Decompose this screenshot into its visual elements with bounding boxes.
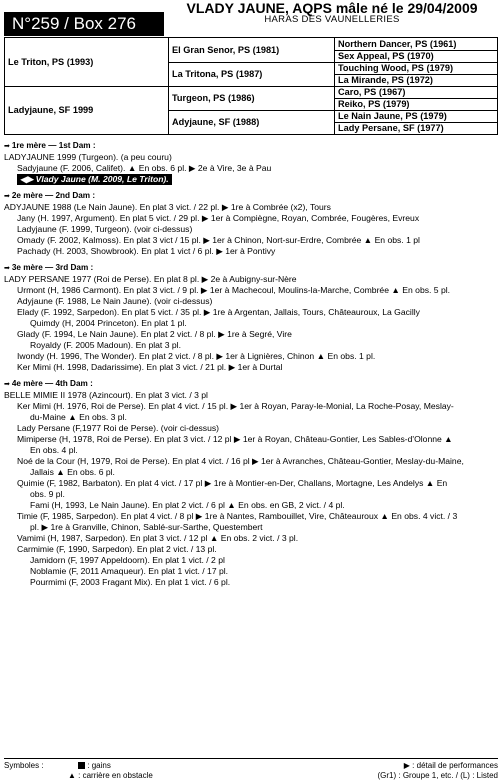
arrow-right-icon: ➡ [4, 193, 12, 200]
section-title: 2e mère — 2nd Dam : [11, 191, 96, 200]
family-line [4, 555, 498, 566]
family-line [4, 362, 498, 373]
family-line-text: Urmont (H, 1986 Carmont). En plat 3 vict. / 9 pl. ▶ 1er à Machecoul, Moulins-la-Marche, Combrée ▲ En obs. 5 pl. [17, 285, 451, 295]
family-line-text: Adyjaune (F. 1988, Le Nain Jaune). (voir ci-dessus) [17, 296, 213, 306]
symbols-label: Symboles : [4, 761, 44, 770]
family-line-text: Jallais ▲ En obs. 6 pl. [30, 467, 115, 477]
section-title: 4e mère — 4th Dam : [11, 379, 93, 388]
gains-icon [78, 762, 85, 769]
performance-legend: ▶ : détail de performances [403, 761, 498, 770]
family-line-text: Noblamie (F, 2011 Amaqueur). En plat 1 vict. / 17 pl. [30, 566, 229, 576]
ggp-8: Lady Persane, SF (1977) [335, 123, 498, 135]
family-line-text: Sadyjaune (F. 2006, Califet). ▲ En obs. 6 pl. ▶ 2e à Vire, 3e à Pau [17, 163, 272, 173]
family-line-text: du-Maine ▲ En obs. 3 pl. [30, 412, 127, 422]
family-line-text: Vamimi (H, 1987, Sarpedon). En plat 3 vict. / 12 pl ▲ En obs. 2 vict. / 3 pl. [17, 533, 299, 543]
family-line-text: Ladyjaune (F. 1999, Turgeon). (voir ci-dessus) [17, 224, 193, 234]
groups-legend: (Gr1) : Groupe 1, etc. / (L) : Listed [377, 771, 498, 780]
family-line [4, 285, 498, 296]
family-line [4, 511, 498, 522]
family-line-text: obs. 9 pl. [30, 489, 65, 499]
maternal-granddam: Adyjaune, SF (1988) [169, 111, 335, 135]
family-line-text: Lady Persane (F,1977 Roi de Perse). (voir ci-dessus) [17, 423, 220, 433]
family-line-text: Jany (H. 1997, Argument). En plat 5 vict. / 29 pl. ▶ 1er à Compiègne, Royan, Combrée, Fougères, Evreux [17, 213, 420, 223]
family-line [4, 445, 498, 456]
section-title: 3e mère — 3rd Dam : [11, 263, 94, 272]
family-line [4, 434, 498, 445]
family-line-text: Timie (F, 1985, Sarpedon). En plat 4 vict. / 8 pl ▶ 1re à Nantes, Rambouillet, Vire, Châteauroux ▲ En obs. 4 vict. / 3 [17, 511, 458, 521]
family-line-text: pl. ▶ 1re à Granville, Chinon, Sablé-sur-Sarthe, Questembert [30, 522, 263, 532]
gains-legend: : gains [87, 761, 111, 770]
ggp-5: Caro, PS (1967) [335, 87, 498, 99]
family-line-text: LADY PERSANE 1977 (Roi de Perse). En plat 8 pl. ▶ 2e à Aubigny-sur-Nère [4, 274, 297, 284]
family-line-text: Quimie (F, 1982, Barbaton). En plat 4 vict. / 17 pl ▶ 1re à Montier-en-Der, Challans, Mortagne, Les Andelys ▲ En [17, 478, 448, 488]
family-line [4, 274, 498, 285]
family-line [4, 390, 498, 401]
family-line [4, 522, 498, 533]
family-line [4, 246, 498, 257]
family-line-text: Mimiperse (H, 1978, Roi de Perse). En plat 3 vict. / 12 pl ▶ 1er à Royan, Château-Gontier, Les Sables-d'Olonne ▲ [17, 434, 453, 444]
family-line-text: Fami (H, 1993, Le Nain Jaune). En plat 2 vict. / 6 pl ▲ En obs. en GB, 2 vict. / 4 pl. [30, 500, 345, 510]
family-line-text: Pachady (H. 2003, Showbrook). En plat 1 vict / 6 pl. ▶ 1er à Pontivy [17, 246, 276, 256]
family-line [4, 467, 498, 478]
breeder-name: HARAS DES VAUNELLERIES [264, 14, 400, 25]
family-line-text: Elady (F. 1992, Sarpedon). En plat 5 vict. / 35 pl. ▶ 1re à Argentan, Jallais, Tours, Châteauroux, La Gacilly [17, 307, 420, 317]
family-line-text: Noé de la Cour (H, 1979, Roi de Perse). En plat 4 vict. / 16 pl ▶ 1er à Avranches, Château-Gontier, Meslay-du-Maine, [17, 456, 464, 466]
family-line-text: Ker Mimi (H. 1998, Dadarissime). En plat 3 vict. / 21 pl. ▶ 1er à Durtal [17, 362, 283, 372]
dam: Ladyjaune, SF 1999 [5, 87, 169, 135]
family-line-text: Quimdy (H, 2004 Princeton). En plat 1 pl. [30, 318, 187, 328]
lot-number: N°259 / Box 276 [12, 14, 136, 33]
arrow-right-icon: ➡ [4, 381, 12, 388]
family-line [4, 235, 498, 246]
family-line [4, 152, 498, 163]
family-line [4, 456, 498, 467]
paternal-grandsire: El Gran Senor, PS (1981) [169, 38, 335, 63]
subject-horse-highlight: ◀▶ Vlady Jaune (M. 2009, Le Triton). [17, 174, 172, 185]
ggp-4: La Mirande, PS (1972) [335, 75, 498, 87]
family-line [4, 577, 498, 588]
family-line [4, 329, 498, 340]
family-line-text: Pourmimi (F, 2003 Fragant Mix). En plat 1 vict. / 6 pl. [30, 577, 231, 587]
family-line [4, 412, 498, 423]
family-line [4, 489, 498, 500]
family-line [4, 163, 498, 174]
family-line [4, 296, 498, 307]
family-line-text: Omady (F. 2002, Kalmoss). En plat 3 vict / 15 pl. ▶ 1er à Chinon, Nort-sur-Erdre, Combrée ▲ En obs. 1 pl [17, 235, 420, 245]
family-line [4, 533, 498, 544]
family-line-text: Glady (F. 1994, Le Nain Jaune). En plat 2 vict. / 8 pl. ▶ 1re à Segré, Vire [17, 329, 292, 339]
family-line-text: Iwondy (H. 1996, The Wonder). En plat 2 vict. / 8 pl. ▶ 1er à Lignières, Chinon ▲ En obs. 1 pl. [17, 351, 376, 361]
family-line [4, 213, 498, 224]
arrow-right-icon: ➡ [4, 265, 12, 272]
family-line [4, 478, 498, 489]
family-sections [4, 140, 498, 593]
sire: Le Triton, PS (1993) [5, 38, 169, 87]
arrow-right-icon: ➡ [4, 143, 12, 150]
pedigree-table [4, 37, 498, 135]
ggp-7: Le Nain Jaune, PS (1979) [335, 111, 498, 123]
horse-title: VLADY JAUNE, AQPS mâle né le 29/04/2009 [186, 0, 478, 16]
family-line-text: Ker Mimi (H. 1976, Roi de Perse). En plat 4 vict. / 15 pl. ▶ 1er à Royan, Paray-le-Monial, La Roche-Posay, Meslay- [17, 401, 454, 411]
ggp-6: Reiko, PS (1979) [335, 99, 498, 111]
lot-number-box [4, 12, 164, 36]
family-line [4, 500, 498, 511]
paternal-granddam: La Tritona, PS (1987) [169, 63, 335, 87]
family-line-text: BELLE MIMIE II 1978 (Azincourt). En plat 3 vict. / 3 pl [4, 390, 208, 400]
family-line [4, 351, 498, 362]
family-line-text: En obs. 4 pl. [30, 445, 78, 455]
family-line [4, 224, 498, 235]
family-line [4, 423, 498, 434]
family-line-text: Royaldy (F. 2005 Madoun). En plat 3 pl. [30, 340, 181, 350]
ggp-2: Sex Appeal, PS (1970) [335, 51, 498, 63]
maternal-grandsire: Turgeon, PS (1986) [169, 87, 335, 111]
family-line-text: Carmimie (F, 1990, Sarpedon). En plat 2 vict. / 13 pl. [17, 544, 217, 554]
family-line [4, 401, 498, 412]
family-line [4, 202, 498, 213]
family-line [4, 566, 498, 577]
family-line [4, 340, 498, 351]
family-line-text: ADYJAUNE 1988 (Le Nain Jaune). En plat 3 vict. / 22 pl. ▶ 1re à Combrée (x2), Tours [4, 202, 331, 212]
ggp-3: Touching Wood, PS (1979) [335, 63, 498, 75]
obstacle-legend: ▲ : carrière en obstacle [68, 771, 153, 780]
ggp-1: Northern Dancer, PS (1961) [335, 38, 498, 51]
family-line [4, 544, 498, 555]
family-line [4, 174, 498, 185]
legend-footer [4, 758, 498, 780]
family-line-text: LADYJAUNE 1999 (Turgeon). (a peu couru) [4, 152, 172, 162]
family-line [4, 307, 498, 318]
family-line-text: Jamidorn (F, 1997 Appeldoorn). En plat 1 vict. / 2 pl [30, 555, 225, 565]
family-line [4, 318, 498, 329]
section-title: 1re mère — 1st Dam : [11, 141, 96, 150]
